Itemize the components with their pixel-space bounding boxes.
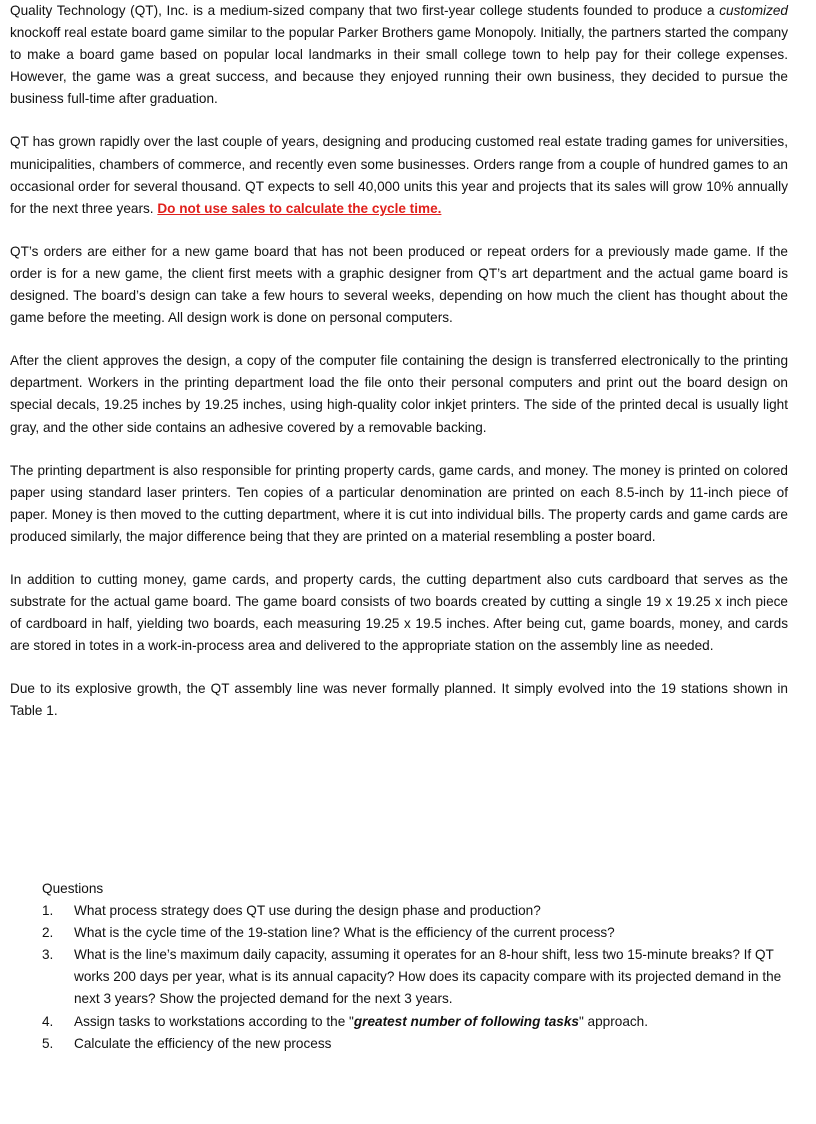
question-number: 3. <box>42 947 54 963</box>
question-text: Calculate the efficiency of the new process <box>74 1035 332 1051</box>
paragraph-growth <box>10 131 788 219</box>
questions-list <box>42 900 790 1055</box>
question-text: What process strategy does QT use during the design phase and production? <box>74 903 541 919</box>
question-emphasis: greatest number of following tasks <box>353 1013 579 1029</box>
paragraph-orders: QT’s orders are either for a new game board that has not been produced or repeat orders for a previously made game. If the order is for a new game, the client first meets with a graphic designer from QT’s art department and the actual game board is designed. The board’s design can take a few hours to several weeks, depending on how much the client has thought about the game before the meeting. All design work is done on personal computers. <box>10 243 788 326</box>
intro-text-end: knockoff real estate board game similar to the popular Parker Brothers game Monopoly. Initially, the partners started the company to make a board game based on popular local landmarks in their small college town to help pay for their college expenses. However, the game was a great success, and because they enjoyed running their own business, they decided to pursue the business full-time after graduation. <box>10 25 788 107</box>
intro-emphasis: customized <box>719 3 788 18</box>
paragraph-cutting: In addition to cutting money, game cards, and property cards, the cutting department also cuts cardboard that serves as the substrate for the actual game board. The game board consists of two boards created by cutting a single 19 x 19.25 x inch piece of cardboard in half, yielding two boards, each measuring 19.25 x 19.5 inches. After being cut, game boards, money, and cards are stored in totes in a work-in-process area and delivered to the appropriate station on the assembly line as needed. <box>10 571 788 654</box>
question-item <box>42 1011 790 1033</box>
question-text-start: Assign tasks to workstations according to the " <box>74 1013 354 1029</box>
paragraph-printing: After the client approves the design, a copy of the computer file containing the design is transferred electronically to the printing department. Workers in the printing department load the file onto their personal computers and print out the board design on special decals, 19.25 inches by 19.25 inches, using high-quality color inkjet printers. The side of the printed decal is usually light gray, and the other side contains an adhesive covered by a removable backing. <box>10 353 788 435</box>
paragraph-printing-department: The printing department is also responsible for printing property cards, game cards, and money. The money is printed on colored paper using standard laser printers. Ten copies of a particular denomination are printed on each 8.5-inch by 11-inch piece of paper. Money is then moved to the cutting department, where it is cut into individual bills. The property cards and game cards are produced similarly, the major difference being that they are printed on a material resembling a poster board. <box>10 462 788 544</box>
question-item <box>42 1033 790 1055</box>
document-body <box>10 0 788 744</box>
question-number: 2. <box>42 925 54 941</box>
paragraph-assembly-line: Due to its explosive growth, the QT assembly line was never formally planned. It simply evolved into the 19 stations shown in Table 1. <box>10 681 788 719</box>
question-number: 1. <box>42 903 54 919</box>
question-text: What is the cycle time of the 19-station line? What is the efficiency of the current process? <box>74 925 615 941</box>
cycle-time-warning: Do not use sales to calculate the cycle time. <box>157 200 442 216</box>
question-number: 4. <box>42 1013 54 1029</box>
question-text-end: " approach. <box>578 1013 649 1029</box>
question-number: 5. <box>42 1035 54 1051</box>
question-text <box>74 1011 790 1033</box>
growth-text: QT has grown rapidly over the last couple of years, designing and producing customed real estate trading games for universities, municipalities, chambers of commerce, and recently even some businesses. Orders range from a couple of hundred games to an occasional order for several thousand. QT expects to sell 40,000 units this year and projects that its sales will grow 10% annually for the next three years. <box>10 134 788 216</box>
questions-section <box>42 878 790 1055</box>
question-item <box>42 922 790 944</box>
intro-text-start: Quality Technology (QT), Inc. is a medium-sized company that two first-year college students founded to produce a <box>10 3 720 18</box>
question-item <box>42 900 790 922</box>
question-text: What is the line’s maximum daily capacity, assuming it operates for an 8-hour shift, less two 15-minute breaks? If QT works 200 days per year, what is its annual capacity? How does its capacity compare with its projected demand in the next 3 years? Show the projected demand for the next 3 years. <box>74 947 782 1007</box>
question-item <box>42 944 790 1010</box>
questions-heading: Questions <box>42 881 104 896</box>
paragraph-intro <box>10 0 788 110</box>
